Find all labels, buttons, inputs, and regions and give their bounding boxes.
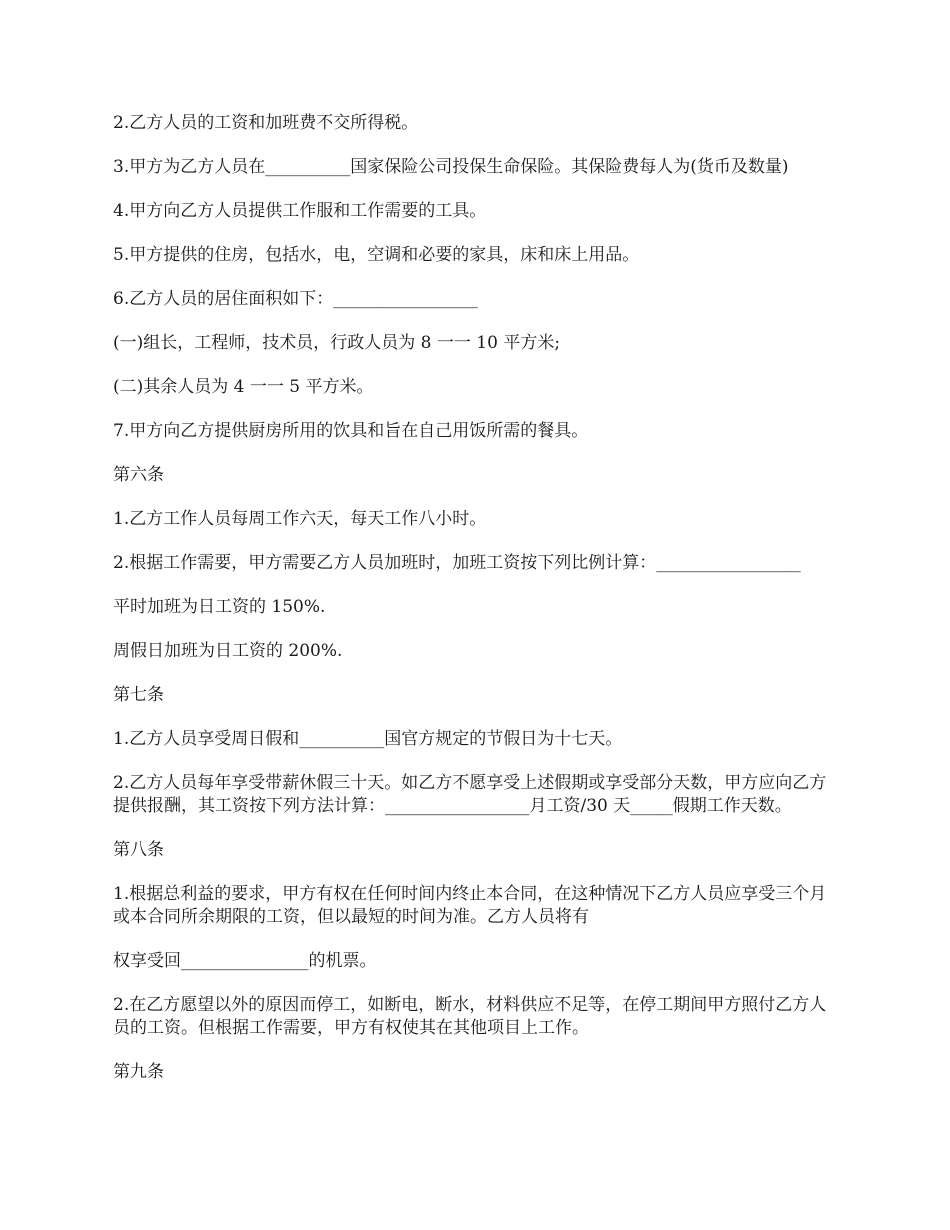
clause-7-heading: 第七条 [113, 685, 164, 705]
clause-5-item-6-sub-2: (二)其余人员为 4 一一 5 平方米。 [113, 377, 374, 397]
clause-6-item-2: 2.根据工作需要，甲方需要乙方人员加班时，加班工资按下列比例计算：_________________ [113, 553, 801, 573]
clause-5-item-7: 7.甲方向乙方提供厨房所用的饮具和旨在自己用饭所需的餐具。 [113, 421, 589, 441]
clause-6-item-2-holiday: 周假日加班为日工资的 200%. [113, 641, 343, 661]
clause-5-item-3: 3.甲方为乙方人员在__________国家保险公司投保生命保险。其保险费每人为(货币及数量) [113, 157, 789, 177]
clause-5-item-2: 2.乙方人员的工资和加班费不交所得税。 [113, 113, 419, 133]
document-body [113, 112, 838, 1105]
clause-8-heading: 第八条 [113, 840, 164, 860]
clause-9-heading: 第九条 [113, 1062, 164, 1082]
clause-5-item-6: 6.乙方人员的居住面积如下：_________________ [113, 289, 478, 309]
clause-7-item-2: 2.乙方人员每年享受带薪休假三十天。如乙方不愿享受上述假期或享受部分天数，甲方应向乙方提供报酬，其工资按下列方法计算：_________________月工资/30 天_____假期工作天数。 [113, 773, 827, 816]
clause-5-item-6-sub-1: (一)组长，工程师，技术员，行政人员为 8 一一 10 平方米; [113, 333, 561, 353]
clause-6-heading: 第六条 [113, 465, 164, 485]
clause-5-item-5: 5.甲方提供的住房，包括水，电，空调和必要的家具，床和床上用品。 [113, 245, 640, 265]
clause-8-item-2: 2.在乙方愿望以外的原因而停工，如断电，断水，材料供应不足等，在停工期间甲方照付乙方人员的工资。但根据工作需要，甲方有权使其在其他项目上工作。 [113, 995, 827, 1038]
clause-5-item-4: 4.甲方向乙方人员提供工作服和工作需要的工具。 [113, 201, 487, 221]
clause-8-item-1: 1.根据总利益的要求，甲方有权在任何时间内终止本合同，在这种情况下乙方人员应享受三个月或本合同所余期限的工资，但以最短的时间为准。乙方人员将有 [113, 884, 827, 927]
clause-8-item-1-cont: 权享受回_______________的机票。 [113, 951, 377, 971]
clause-6-item-2-weekday: 平时加班为日工资的 150%. [113, 597, 326, 617]
clause-7-item-1: 1.乙方人员享受周日假和__________国官方规定的节假日为十七天。 [113, 729, 623, 749]
clause-6-item-1: 1.乙方工作人员每周工作六天，每天工作八小时。 [113, 509, 487, 529]
